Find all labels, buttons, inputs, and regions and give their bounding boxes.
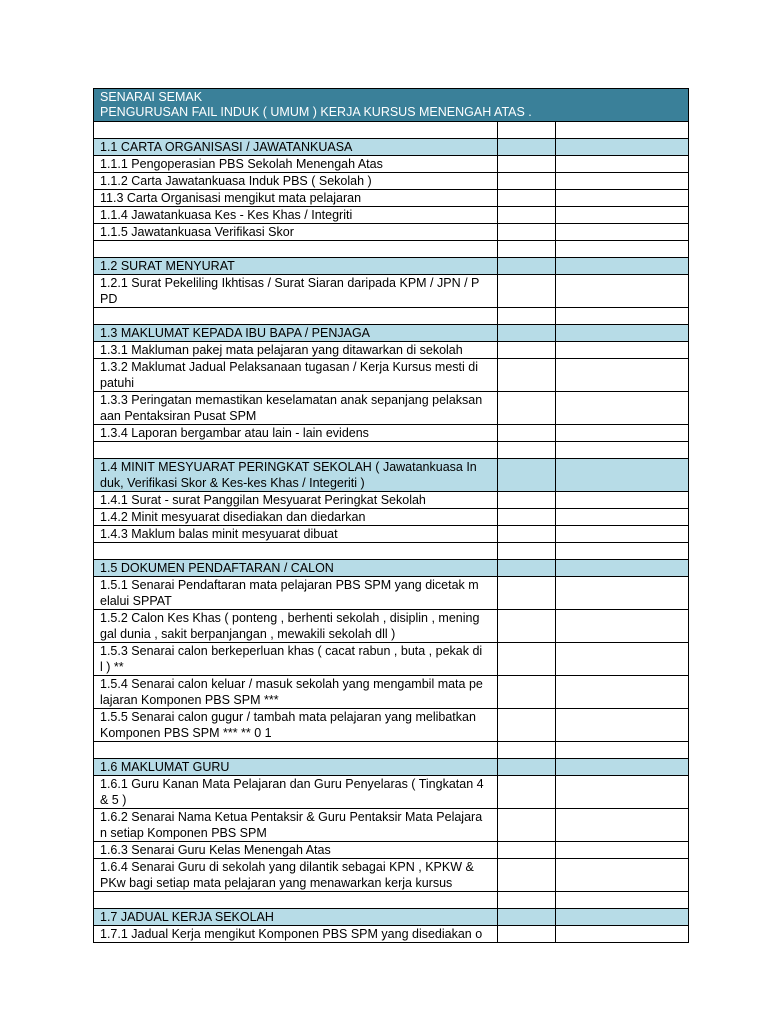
section-title: 1.6 MAKLUMAT GURU [94, 759, 498, 775]
item-text: 1.4.1 Surat - surat Panggilan Mesyuarat Peringkat Sekolah [94, 492, 498, 508]
item-text: 1.5.3 Senarai calon berkeperluan khas ( cacat rabun , buta , pekak di l ) ** [94, 643, 498, 675]
table-row [93, 425, 689, 442]
remarks-cell[interactable] [556, 258, 688, 274]
section-row [93, 258, 689, 275]
remarks-cell[interactable] [556, 909, 688, 925]
check-cell[interactable] [498, 156, 556, 172]
remarks-cell[interactable] [556, 156, 688, 172]
remarks-cell[interactable] [556, 325, 688, 341]
item-text: 1.5.1 Senarai Pendaftaran mata pelajaran PBS SPM yang dicetak m elalui SPPAT [94, 577, 498, 609]
table-row [93, 342, 689, 359]
remarks-cell[interactable] [556, 543, 688, 559]
table-row [93, 709, 689, 742]
item-text: 1.5.4 Senarai calon keluar / masuk sekolah yang mengambil mata pe lajaran Komponen PBS SPM *** [94, 676, 498, 708]
check-cell[interactable] [498, 643, 556, 675]
table-row [93, 526, 689, 543]
remarks-cell[interactable] [556, 425, 688, 441]
check-cell[interactable] [498, 759, 556, 775]
item-text: 1.4.3 Maklum balas minit mesyuarat dibuat [94, 526, 498, 542]
table-row [93, 859, 689, 892]
remarks-cell[interactable] [556, 190, 688, 206]
section-row [93, 459, 689, 492]
check-cell[interactable] [498, 425, 556, 441]
blank-row [93, 121, 689, 139]
table-row [93, 156, 689, 173]
check-cell[interactable] [498, 224, 556, 240]
check-cell[interactable] [498, 359, 556, 391]
blank-row [93, 543, 689, 560]
table-row [93, 359, 689, 392]
item-text: 1.6.4 Senarai Guru di sekolah yang dilantik sebagai KPN , KPKW & PKw bagi setiap mata pelajaran yang menawarkan kerja kursus [94, 859, 498, 891]
remarks-cell[interactable] [556, 492, 688, 508]
check-cell[interactable] [498, 526, 556, 542]
check-cell[interactable] [498, 207, 556, 223]
item-text: 1.3.4 Laporan bergambar atau lain - lain evidens [94, 425, 498, 441]
table-row [93, 809, 689, 842]
check-cell[interactable] [498, 442, 556, 458]
table-row [93, 207, 689, 224]
item-text: 1.5.5 Senarai calon gugur / tambah mata pelajaran yang melibatkan Komponen PBS SPM *** ** 0 1 [94, 709, 498, 741]
section-row [93, 909, 689, 926]
item-text [94, 308, 498, 324]
table-body [93, 121, 689, 943]
item-text: 1.1.1 Pengoperasian PBS Sekolah Menengah Atas [94, 156, 498, 172]
table-row [93, 577, 689, 610]
check-cell[interactable] [498, 122, 556, 138]
section-row [93, 325, 689, 342]
remarks-cell[interactable] [556, 842, 688, 858]
item-text: 1.1.5 Jawatankuasa Verifikasi Skor [94, 224, 498, 240]
check-cell[interactable] [498, 173, 556, 189]
table-row [93, 643, 689, 676]
remarks-cell[interactable] [556, 173, 688, 189]
remarks-cell[interactable] [556, 577, 688, 609]
remarks-cell[interactable] [556, 392, 688, 424]
check-cell[interactable] [498, 676, 556, 708]
check-cell[interactable] [498, 342, 556, 358]
check-cell[interactable] [498, 492, 556, 508]
check-cell[interactable] [498, 190, 556, 206]
remarks-cell[interactable] [556, 859, 688, 891]
item-text: 1.3.1 Makluman pakej mata pelajaran yang ditawarkan di sekolah [94, 342, 498, 358]
section-row [93, 560, 689, 577]
check-cell[interactable] [498, 275, 556, 307]
check-cell[interactable] [498, 842, 556, 858]
remarks-cell[interactable] [556, 643, 688, 675]
item-text: 1.7.1 Jadual Kerja mengikut Komponen PBS SPM yang disediakan o [94, 926, 498, 942]
check-cell[interactable] [498, 859, 556, 891]
item-text: 1.5.2 Calon Kes Khas ( ponteng , berhenti sekolah , disiplin , mening gal dunia , sakit berpanjangan , mewakili sekolah dll ) [94, 610, 498, 642]
check-cell[interactable] [498, 392, 556, 424]
remarks-cell[interactable] [556, 610, 688, 642]
remarks-cell[interactable] [556, 742, 688, 758]
item-text: 1.6.1 Guru Kanan Mata Pelajaran dan Guru Penyelaras ( Tingkatan 4 & 5 ) [94, 776, 498, 808]
check-cell[interactable] [498, 776, 556, 808]
table-row [93, 509, 689, 526]
remarks-cell[interactable] [556, 776, 688, 808]
remarks-cell[interactable] [556, 139, 688, 155]
check-cell[interactable] [498, 509, 556, 525]
table-row [93, 492, 689, 509]
item-text: 1.4.2 Minit mesyuarat disediakan dan diedarkan [94, 509, 498, 525]
check-cell[interactable] [498, 610, 556, 642]
table-row [93, 676, 689, 709]
remarks-cell[interactable] [556, 892, 688, 908]
remarks-cell[interactable] [556, 759, 688, 775]
remarks-cell[interactable] [556, 308, 688, 324]
check-cell[interactable] [498, 139, 556, 155]
check-cell[interactable] [498, 258, 556, 274]
section-title: 1.1 CARTA ORGANISASI / JAWATANKUASA [94, 139, 498, 155]
header-title: SENARAI SEMAK [100, 90, 203, 104]
item-text [94, 892, 498, 908]
check-cell[interactable] [498, 459, 556, 491]
section-row [93, 139, 689, 156]
table-row [93, 926, 689, 943]
remarks-cell[interactable] [556, 342, 688, 358]
item-text: 1.3.3 Peringatan memastikan keselamatan anak sepanjang pelaksan aan Pentaksiran Pusat SPM [94, 392, 498, 424]
check-cell[interactable] [498, 892, 556, 908]
remarks-cell[interactable] [556, 122, 688, 138]
remarks-cell[interactable] [556, 526, 688, 542]
table-header [93, 88, 689, 121]
item-text [94, 543, 498, 559]
check-cell[interactable] [498, 909, 556, 925]
check-cell[interactable] [498, 809, 556, 841]
table-row [93, 842, 689, 859]
table-row [93, 392, 689, 425]
item-text: 1.6.3 Senarai Guru Kelas Menengah Atas [94, 842, 498, 858]
section-title: 1.2 SURAT MENYURAT [94, 258, 498, 274]
remarks-cell[interactable] [556, 459, 688, 491]
remarks-cell[interactable] [556, 709, 688, 741]
remarks-cell[interactable] [556, 241, 688, 257]
remarks-cell[interactable] [556, 224, 688, 240]
remarks-cell[interactable] [556, 275, 688, 307]
checklist-table [93, 88, 689, 943]
section-title: 1.5 DOKUMEN PENDAFTARAN / CALON [94, 560, 498, 576]
blank-row [93, 308, 689, 325]
check-cell[interactable] [498, 577, 556, 609]
blank-row [93, 892, 689, 909]
item-text [94, 442, 498, 458]
remarks-cell[interactable] [556, 359, 688, 391]
table-row [93, 610, 689, 643]
check-cell[interactable] [498, 241, 556, 257]
table-row [93, 776, 689, 809]
check-cell[interactable] [498, 560, 556, 576]
table-row [93, 190, 689, 207]
remarks-cell[interactable] [556, 509, 688, 525]
blank-row [93, 241, 689, 258]
item-text [94, 742, 498, 758]
table-row [93, 224, 689, 241]
remarks-cell[interactable] [556, 676, 688, 708]
item-text: 1.3.2 Maklumat Jadual Pelaksanaan tugasan / Kerja Kursus mesti di patuhi [94, 359, 498, 391]
header-subtitle: PENGURUSAN FAIL INDUK ( UMUM ) KERJA KURSUS MENENGAH ATAS . [100, 105, 532, 119]
section-title: 1.3 MAKLUMAT KEPADA IBU BAPA / PENJAGA [94, 325, 498, 341]
item-text [94, 241, 498, 257]
check-cell[interactable] [498, 308, 556, 324]
blank-row [93, 742, 689, 759]
check-cell[interactable] [498, 543, 556, 559]
item-text: 11.3 Carta Organisasi mengikut mata pelajaran [94, 190, 498, 206]
item-text: 1.1.4 Jawatankuasa Kes - Kes Khas / Integriti [94, 207, 498, 223]
check-cell[interactable] [498, 325, 556, 341]
item-text: 1.2.1 Surat Pekeliling Ikhtisas / Surat Siaran daripada KPM / JPN / P PD [94, 275, 498, 307]
table-row [93, 173, 689, 190]
section-title: 1.7 JADUAL KERJA SEKOLAH [94, 909, 498, 925]
section-row [93, 759, 689, 776]
item-text: 1.6.2 Senarai Nama Ketua Pentaksir & Guru Pentaksir Mata Pelajara n setiap Komponen PBS SPM [94, 809, 498, 841]
section-title: 1.4 MINIT MESYUARAT PERINGKAT SEKOLAH ( Jawatankuasa In duk, Verifikasi Skor & Kes-kes Khas / Integeriti ) [94, 459, 498, 491]
check-cell[interactable] [498, 926, 556, 942]
item-text [94, 122, 498, 138]
table-row [93, 275, 689, 308]
remarks-cell[interactable] [556, 809, 688, 841]
blank-row [93, 442, 689, 459]
check-cell[interactable] [498, 742, 556, 758]
remarks-cell[interactable] [556, 560, 688, 576]
remarks-cell[interactable] [556, 926, 688, 942]
check-cell[interactable] [498, 709, 556, 741]
remarks-cell[interactable] [556, 442, 688, 458]
item-text: 1.1.2 Carta Jawatankuasa Induk PBS ( Sekolah ) [94, 173, 498, 189]
remarks-cell[interactable] [556, 207, 688, 223]
